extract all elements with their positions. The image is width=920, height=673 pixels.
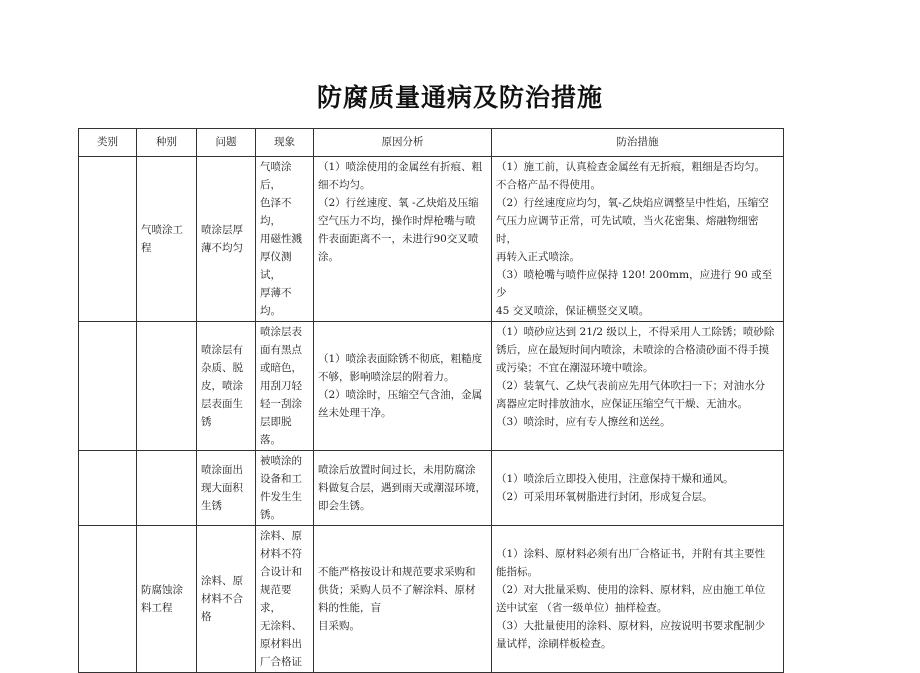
cell-measure: （1）涂料、原材料必须有出厂合格证书，并附有其主要性 能指标。 （2）对大批量采购、使用的涂料、原材料，应由施工单位 送中试室 （省一级单位）抽样检查。 （3）大批量使用的涂料、原材料，应按说明书要求配制少 量试样，涂刷样板检查。 [492, 526, 784, 673]
header-problem: 问题 [197, 129, 256, 157]
cell-problem: 喷涂层有 杂质、脱 皮，喷涂 层表面生 锈 [197, 322, 256, 451]
header-category: 类别 [79, 129, 137, 157]
cell-category [79, 322, 137, 451]
document-title: 防腐质量通病及防治措施 [316, 83, 603, 112]
table-row [79, 526, 784, 673]
cell-category [79, 526, 137, 673]
cell-cause: （1）喷涂表面除锈不彻底，粗糙度 不够，影响喷涂层的附着力。 （2）喷涂时，压缩空气含油，金属 丝未处理干净。 [314, 322, 492, 451]
cell-cause: 喷涂后放置时间过长，未用防腐涂 料做复合层，遇到雨天或潮湿环境， 即会生锈。 [314, 451, 492, 526]
table-row [79, 451, 784, 526]
table-row [79, 157, 784, 322]
header-phenomenon: 现象 [256, 129, 314, 157]
cell-problem: 喷涂层厚 薄不均匀 [197, 157, 256, 322]
cell-kind [137, 451, 197, 526]
header-kind: 种别 [137, 129, 197, 157]
cell-phenomenon: 被喷涂的 设备和工 件发生生 锈。 [256, 451, 314, 526]
table-header-row [79, 129, 784, 157]
table-row [79, 322, 784, 451]
cell-measure: （1）施工前，认真检查金属丝有无折痕，粗细是否均匀。 不合格产品不得使用。 （2）行丝速度应均匀，氧-乙炔焰应调整呈中性焰，压缩空 气压力应调节正常，可先试喷，当火花密集、熔融物细密时， 再转入正式喷涂。 （3）喷枪嘴与喷件应保持 120! 200mm，应进行 90 或至少 45 交叉喷涂，保证横竖交叉喷。 [492, 157, 784, 322]
cell-phenomenon: 喷涂层表 面有黑点 或暗色， 用刮刀轻 轻一刮涂 层即脱落。 [256, 322, 314, 451]
cell-problem: 涂料、原 材料不合 格 [197, 526, 256, 673]
cell-category [79, 451, 137, 526]
quality-table [78, 128, 784, 673]
cell-cause: 不能严格按设计和规范要求采购和 供货；采购人员不了解涂料、原材 料的性能，盲 目采购。 [314, 526, 492, 673]
cell-measure: （1）喷砂应达到 21/2 级以上，不得采用人工除锈；喷砂除 锈后，应在最短时间内喷涂，未喷涂的合格渍砂面不得手摸 或污染；不宜在潮湿环境中喷涂。 （2）装氧气、乙炔气表前应先用气体吹扫一下；对油水分 离器应定时排放油水，应保证压缩空气干燥、无油水。 （3）喷涂时，应有专人擦丝和送丝。 [492, 322, 784, 451]
cell-cause: （1）喷涂使用的金属丝有折痕、粗 细不均匀。 （2）行丝速度、氧 -乙炔焰及压缩 空气压力不均，操作时焊枪嘴与喷 件表面距离不一，未进行90交叉喷 涂。 [314, 157, 492, 322]
cell-phenomenon: 涂料、原 材料不符 合设计和 规范要求， 无涂料、 原材料出 厂合格证 [256, 526, 314, 673]
cell-kind: 防腐蚀涂 料工程 [137, 526, 197, 673]
header-cause: 原因分析 [314, 129, 492, 157]
cell-problem: 喷涂面出 现大面积 生锈 [197, 451, 256, 526]
cell-kind: 气喷涂工 程 [137, 157, 197, 322]
cell-category [79, 157, 137, 322]
cell-phenomenon: 气喷涂后， 色泽不均， 用磁性溅 厚仪测试， 厚薄不均。 [256, 157, 314, 322]
cell-measure: （1）喷涂后立即投入使用，注意保持干燥和通风。 （2）可采用环氧树脂进行封闭，形成复合层。 [492, 451, 784, 526]
cell-kind [137, 322, 197, 451]
header-measure: 防治措施 [492, 129, 784, 157]
